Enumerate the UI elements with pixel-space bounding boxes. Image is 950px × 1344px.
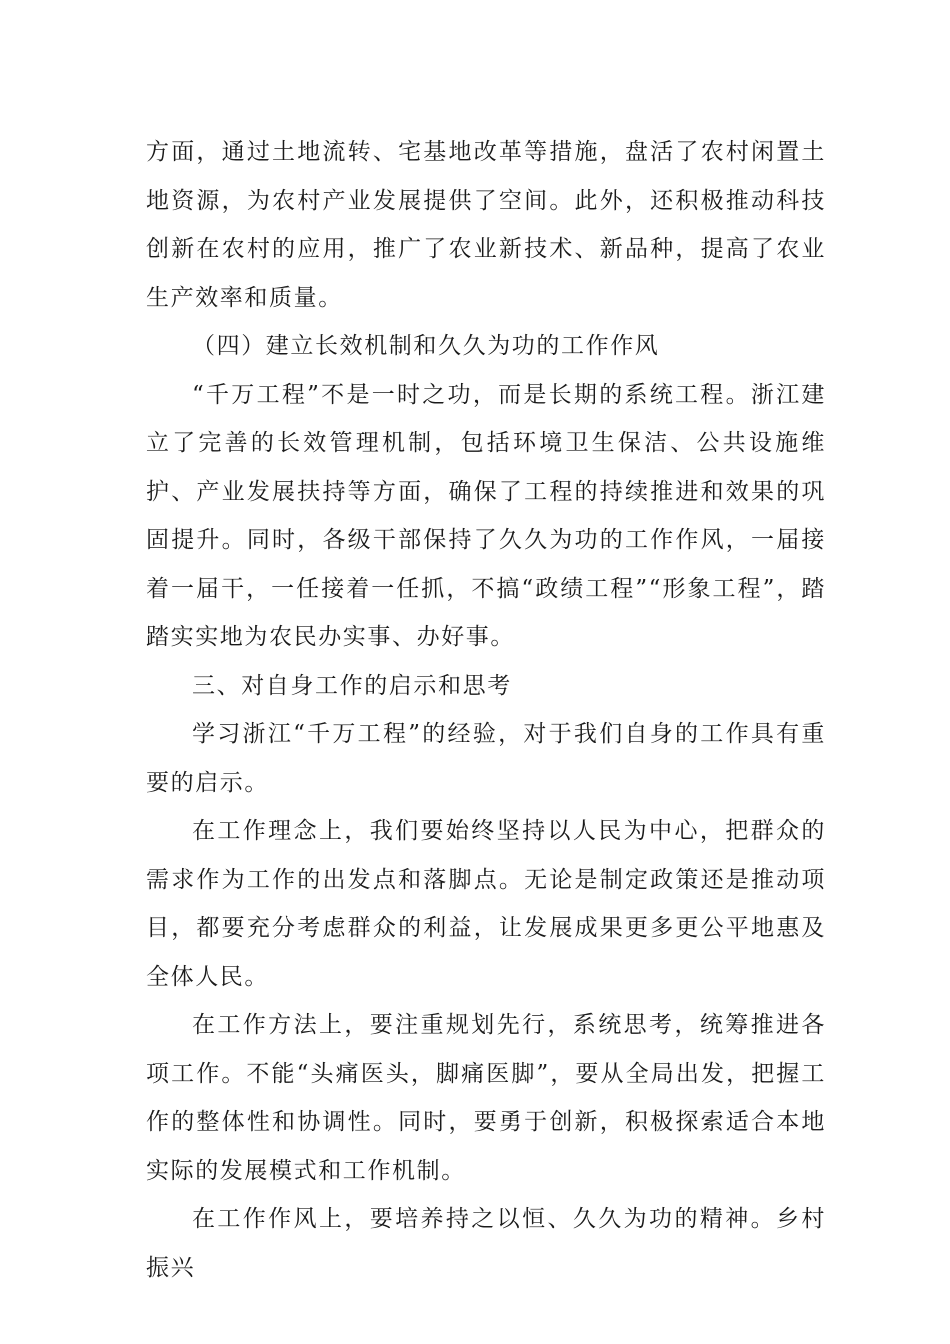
paragraph-long-term-mechanism: “千万工程”不是一时之功，而是长期的系统工程。浙江建立了完善的长效管理机制，包括环境卫生保洁、公共设施维护、产业发展扶持等方面，确保了工程的持续推进和效果的巩固提升。同时，各级干部保持了久久为功的工作作风，一届接着一届干，一任接着一任抓，不搞“政绩工程”“形象工程”，踏踏实实地为农民办实事、办好事。 xyxy=(146,381,826,650)
paragraph-work-methods: 在工作方法上，要注重规划先行，系统思考，统筹推进各项工作。不能“头痛医头，脚痛医脚”，要从全局出发，把握工作的整体性和协调性。同时，要勇于创新，积极探索适合本地实际的发展模式和工作机制。 xyxy=(146,1012,826,1184)
section-heading-reflections: 三、对自身工作的启示和思考 xyxy=(192,672,512,699)
paragraph-work-style: 在工作作风上，要培养持之以恒、久久为功的精神。乡村振兴 xyxy=(146,1206,826,1281)
paragraph-work-philosophy: 在工作理念上，我们要始终坚持以人民为中心，把群众的需求作为工作的出发点和落脚点。无论是制定政策还是推动项目，都要充分考虑群众的利益，让发展成果更多更公平地惠及全体人民。 xyxy=(146,818,826,990)
document-body xyxy=(146,128,826,1292)
section-heading-long-term-mechanism: （四）建立长效机制和久久为功的工作作风 xyxy=(192,333,660,359)
paragraph-land-reform-continued: 方面，通过土地流转、宅基地改革等措施，盘活了农村闲置土地资源，为农村产业发展提供了空间。此外，还积极推动科技创新在农村的应用，推广了农业新技术、新品种，提高了农业生产效率和质量。 xyxy=(146,139,826,311)
paragraph-learning-experience: 学习浙江“千万工程”的经验，对于我们自身的工作具有重要的启示。 xyxy=(146,721,826,796)
